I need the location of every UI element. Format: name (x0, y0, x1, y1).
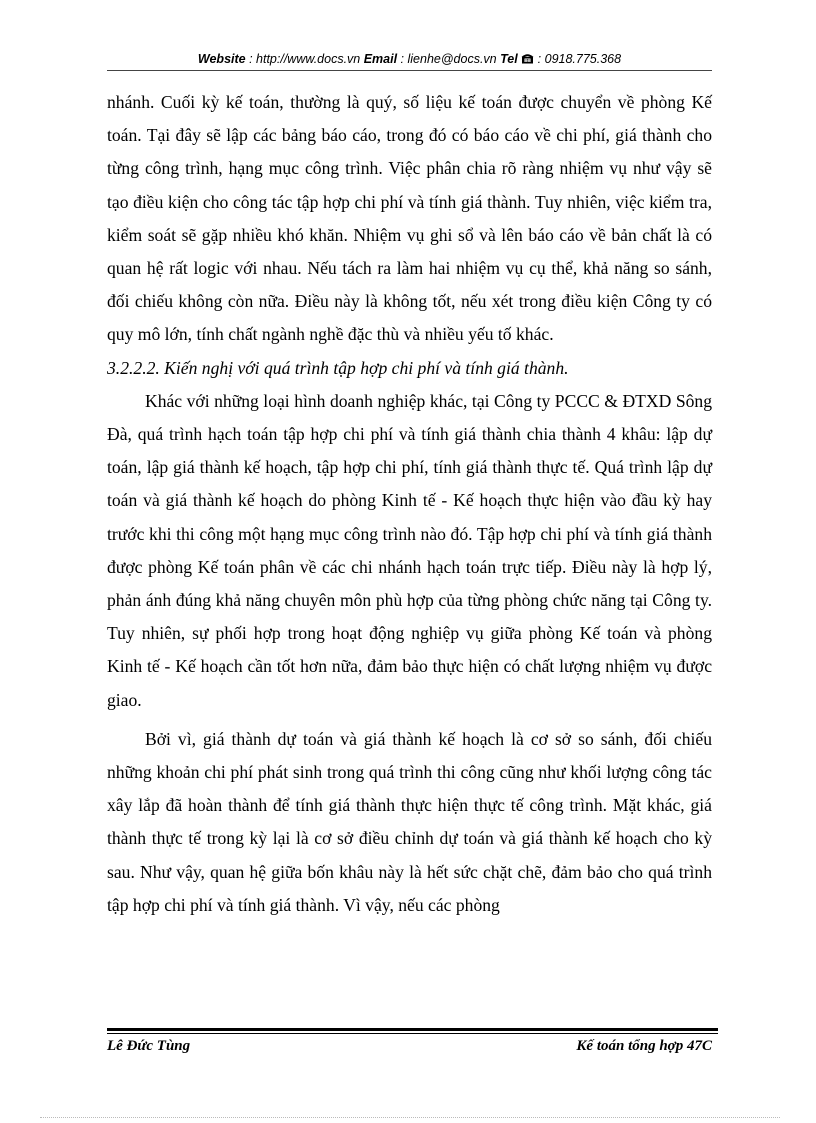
paragraph-3: Bởi vì, giá thành dự toán và giá thành kế hoạch là cơ sở so sánh, đối chiếu những khoản chi phí phát sinh trong quá trình thi công cũng như khối lượng công tác xây lắp đã hoàn thành để tính giá thành thực hiện thực tế công trình. Mặt khác, giá thành thực tế trong kỳ lại là cơ sở điều chỉnh dự toán và giá thành kế hoạch cho kỳ sau. Như vậy, quan hệ giữa bốn khâu này là hết sức chặt chẽ, đảm bảo cho quá trình tập hợp chi phí và tính giá thành. Vì vậy, nếu các phòng (107, 728, 712, 915)
email-label: Email (363, 52, 398, 66)
footer-divider-thick (107, 1028, 718, 1031)
section-heading: 3.2.2.2. Kiến nghị với quá trình tập hợp chi phí và tính giá thành. (107, 357, 569, 378)
paragraph-2: Khác với những loại hình doanh nghiệp khác, tại Công ty PCCC & ĐTXD Sông Đà, quá trình hạch toán tập hợp chi phí và tính giá thành chia thành 4 khâu: lập dự toán, lập giá thành kế hoạch, tập hợp chi phí, tính giá thành thực tế. Quá trình lập dự toán và giá thành kế hoạch do phòng Kinh tế - Kế hoạch thực hiện vào đầu kỳ hay trước khi thi công một hạng mục công trình nào đó. Tập hợp chi phí và tính giá thành được phòng Kế toán phân về các chi nhánh hạch toán trực tiếp. Điều này là hợp lý, phản ánh đúng khả năng chuyên môn phù hợp của từng phòng chức năng tại Công ty. Tuy nhiên, sự phối hợp trong hoạt động nghiệp vụ giữa phòng Kế toán và phòng Kinh tế - Kế hoạch cần tốt hơn nữa, đảm bảo thực hiện có chất lượng nhiệm vụ được giao. (107, 390, 712, 710)
document-body (107, 86, 712, 922)
tel-label: Tel (500, 52, 518, 66)
page-bottom-edge (40, 1117, 780, 1118)
tel-number: : 0918.775.368 (534, 52, 622, 66)
email-address: : lienhe@docs.vn (397, 52, 501, 66)
footer-author: Lê Đức Tùng (107, 1038, 191, 1054)
header-divider (107, 70, 712, 71)
footer-class: Kế toán tổng hợp 47C (576, 1038, 712, 1054)
paragraph-1: nhánh. Cuối kỳ kế toán, thường là quý, số liệu kế toán được chuyển về phòng Kế toán. Tại đây sẽ lập các bảng báo cáo, trong đó có báo cáo về chi phí, giá thành cho từng công trình, hạng mục công trình. Việc phân chia rõ ràng nhiệm vụ như vậy sẽ tạo điều kiện cho công tác tập hợp chi phí và tính giá thành. Tuy nhiên, việc kiểm tra, kiểm soát sẽ gặp nhiều khó khăn. Nhiệm vụ ghi sổ và lên báo cáo về bản chất là có quan hệ rất logic với nhau. Nếu tách ra làm hai nhiệm vụ cụ thể, khả năng so sánh, đối chiếu không còn nữa. Điều này là không tốt, nếu xét trong điều kiện Công ty có quy mô lớn, tính chất ngành nghề đặc thù và nhiều yếu tố khác. (107, 92, 712, 345)
website-label: Website (197, 52, 246, 66)
phone-icon (521, 53, 534, 64)
page-header (107, 50, 712, 68)
website-url: : http://www.docs.vn (245, 52, 364, 66)
footer-divider-thin (107, 1033, 718, 1034)
